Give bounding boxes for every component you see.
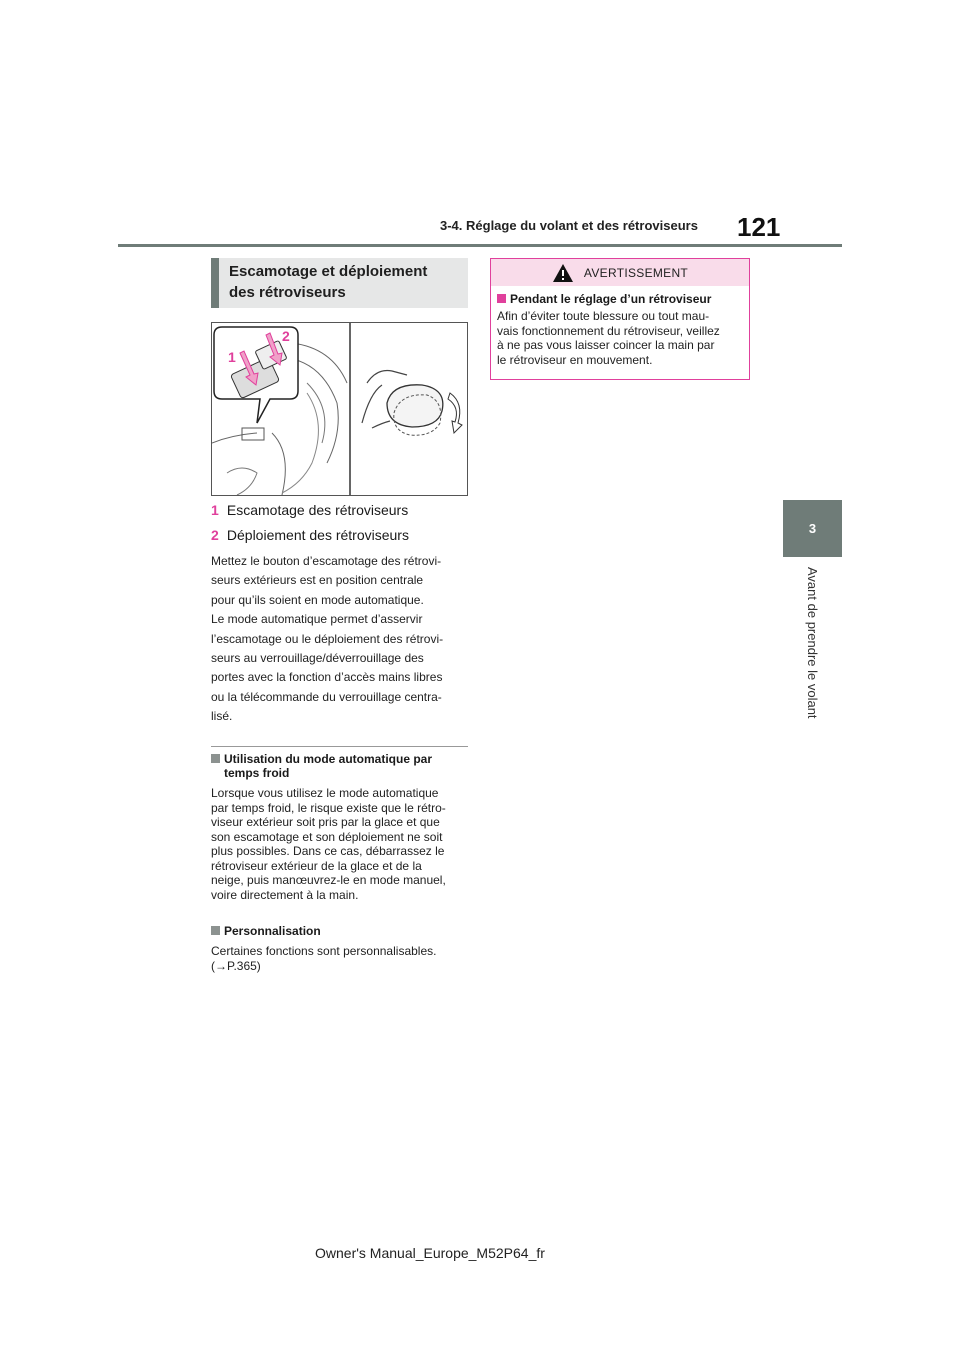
warning-body-line: vais fonctionnement du rétroviseur, veillez: [497, 323, 720, 338]
subsection-body-line: neige, puis manœuvrez-le en mode manuel,: [211, 873, 446, 887]
subsection-body-line: Certaines fonctions sont personnalisables.: [211, 944, 437, 958]
mirror-illustration: [211, 322, 468, 496]
square-bullet-icon: [211, 926, 220, 935]
warning-body-line: Afin d’éviter toute blessure ou tout mau-: [497, 309, 710, 323]
body-line: l’escamotage ou le déploiement des rétrovi-: [211, 631, 444, 646]
body-line: seurs au verrouillage/déverrouillage des: [211, 651, 424, 666]
subsection-heading: [211, 752, 468, 780]
subsection-title-line: Utilisation du mode automatique par: [224, 752, 433, 766]
warning-box: [490, 258, 750, 380]
chapter-tab: 3: [783, 500, 842, 557]
subsection-title-line: temps froid: [224, 766, 290, 780]
figure-callout-2: 2: [282, 328, 290, 344]
subsection-body-line: rétroviseur extérieur de la glace et de la: [211, 858, 422, 873]
warning-body-line: le rétroviseur en mouvement.: [497, 352, 653, 367]
subsection-body-line: Lorsque vous utilisez le mode automatique: [211, 786, 439, 800]
section-heading-line: des rétroviseurs: [229, 284, 346, 301]
body-line: Mettez le bouton d’escamotage des rétrovi-: [211, 554, 442, 568]
page-reference[interactable]: (→P.365): [211, 958, 261, 973]
warning-title: AVERTISSEMENT: [583, 265, 689, 280]
subsection-heading: [211, 924, 468, 938]
square-bullet-icon: [211, 754, 220, 763]
section-heading: [211, 258, 468, 308]
subsection-title-line: Personnalisation: [224, 924, 321, 938]
body-line: pour qu’ils soient en mode automatique.: [211, 592, 424, 607]
body-line: Le mode automatique permet d’asservir: [211, 612, 423, 627]
warning-subtitle-text: Pendant le réglage d’un rétroviseur: [510, 292, 712, 306]
mirror-illustration-drawing: [212, 323, 467, 495]
body-line: ou la télécommande du verrouillage centra-: [211, 689, 442, 704]
section-heading-line: Escamotage et déploiement: [229, 263, 428, 280]
chapter-side-label-text: Avant de prendre le volant: [805, 567, 820, 719]
subsection-body: [211, 786, 469, 902]
footer-text: Owner's Manual_Europe_M52P64_fr: [315, 1245, 545, 1261]
body-line: seurs extérieurs est en position centrale: [211, 573, 424, 588]
legend-number: 1: [211, 502, 219, 518]
warning-triangle-icon: [552, 263, 574, 283]
subsection-body-line: plus possibles. Dans ce cas, débarrassez le: [211, 844, 445, 858]
legend-text: Escamotage des rétroviseurs: [226, 502, 409, 518]
subsection-body-line: voire directement à la main.: [211, 887, 359, 902]
page-number: 121: [737, 212, 781, 242]
header-rule: [118, 244, 842, 247]
subsection-body-line: par temps froid, le risque existe que le rétro-: [211, 800, 446, 815]
subsection-body-line: son escamotage et son déploiement ne soit: [211, 829, 443, 844]
warning-header: [491, 259, 749, 286]
section-title: 3-4. Réglage du volant et des rétroviseurs: [440, 218, 698, 233]
section-divider: [211, 746, 468, 747]
legend-item: [211, 502, 408, 518]
body-line: portes avec la fonction d’accès mains libres: [211, 670, 443, 685]
legend-text: Déploiement des rétroviseurs: [226, 527, 409, 543]
subsection-body-line: viseur extérieur soit pris par la glace et que: [211, 815, 440, 829]
legend-item: [211, 527, 409, 543]
body-line: lisé.: [211, 709, 233, 724]
warning-body: [497, 309, 742, 367]
subsection-body: [211, 944, 469, 973]
warning-body-line: à ne pas vous laisser coincer la main par: [497, 338, 715, 352]
figure-callout-1: 1: [228, 349, 236, 365]
square-bullet-icon: [497, 294, 506, 303]
body-paragraph: [211, 552, 471, 727]
legend-number: 2: [211, 527, 219, 543]
warning-subtitle: [497, 292, 711, 306]
chapter-side-label: [805, 567, 825, 727]
